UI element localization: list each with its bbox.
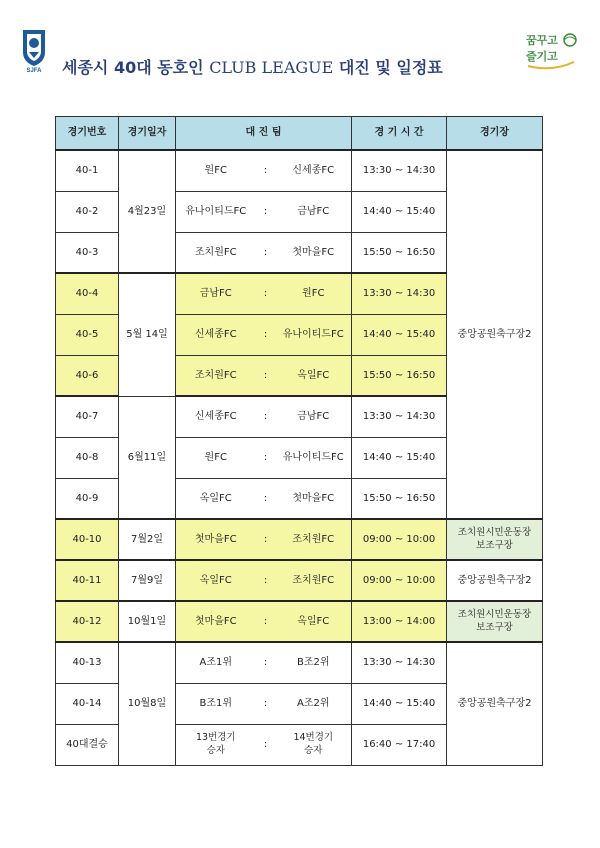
svg-text:꿈꾸고: 꿈꾸고 [526,34,558,47]
match-no: 40-10 [56,519,119,560]
match-no: 40-4 [56,273,119,314]
home-team: 신세종FC [176,396,256,437]
home-team: 원FC [176,150,256,191]
header-date: 경기일자 [119,117,176,151]
match-no: 40-5 [56,314,119,355]
title-en: CLUB LEAGUE [209,58,334,77]
away-team [276,724,352,765]
vs-separator: : [256,191,276,232]
away-team: 첫마을FC [276,232,352,273]
vs-separator: : [256,724,276,765]
slogan-logo [524,26,580,74]
match-time: 15:50 ~ 16:50 [352,355,447,396]
home-team-line-2: 승자 [206,744,225,756]
match-time: 13:30 ~ 14:30 [352,273,447,314]
away-team: 금남FC [276,191,352,232]
match-time: 16:40 ~ 17:40 [352,724,447,765]
home-team: 금남FC [176,273,256,314]
venue-line-2: 보조구장 [476,621,513,633]
match-time: 13:30 ~ 14:30 [352,642,447,683]
match-date: 10월8일 [119,642,176,765]
match-time: 14:40 ~ 15:40 [352,683,447,724]
header-time: 경 기 시 간 [352,117,447,151]
away-team: 조치원FC [276,560,352,601]
home-team: 조치원FC [176,232,256,273]
home-team: 옥일FC [176,560,256,601]
match-time: 09:00 ~ 10:00 [352,519,447,560]
match-venue: 중앙공원축구장2 [447,150,543,519]
match-no: 40-6 [56,355,119,396]
logo-org-text: SJFA [26,68,42,74]
away-team: 유나이티드FC [276,314,352,355]
venue-line-1: 조치원시민운동장 [457,526,532,538]
away-team: 유나이티드FC [276,437,352,478]
home-team: B조1위 [176,683,256,724]
vs-separator: : [256,519,276,560]
match-no: 40-11 [56,560,119,601]
match-no: 40-13 [56,642,119,683]
match-time: 13:30 ~ 14:30 [352,396,447,437]
match-date: 5월 14일 [119,273,176,396]
home-team: 첫마을FC [176,519,256,560]
home-team: 원FC [176,437,256,478]
home-team: 첫마을FC [176,601,256,642]
home-team: 조치원FC [176,355,256,396]
away-team: 원FC [276,273,352,314]
home-team: A조1위 [176,642,256,683]
match-venue: 중앙공원축구장2 [447,642,543,765]
home-team: 신세종FC [176,314,256,355]
match-time: 13:30 ~ 14:30 [352,150,447,191]
table-row [56,642,543,683]
vs-separator: : [256,150,276,191]
home-team: 옥일FC [176,478,256,519]
schedule-table [55,116,543,766]
vs-separator: : [256,355,276,396]
match-time: 15:50 ~ 16:50 [352,232,447,273]
match-no: 40대결승 [56,724,119,765]
shield-icon [20,28,48,68]
vs-separator: : [256,683,276,724]
away-team: 옥일FC [276,601,352,642]
match-date: 6월11일 [119,396,176,519]
match-no: 40-12 [56,601,119,642]
page-title [62,55,522,78]
vs-separator: : [256,437,276,478]
match-no: 40-9 [56,478,119,519]
match-no: 40-3 [56,232,119,273]
title-suffix: 대진 및 일정표 [338,58,443,77]
match-no: 40-8 [56,437,119,478]
table-row [56,601,543,642]
vs-separator: : [256,642,276,683]
match-venue [447,519,543,560]
svg-text:즐기고: 즐기고 [526,50,558,63]
away-team: B조2위 [276,642,352,683]
match-time: 15:50 ~ 16:50 [352,478,447,519]
match-time: 09:00 ~ 10:00 [352,560,447,601]
header-venue: 경기장 [447,117,543,151]
match-date: 4월23일 [119,150,176,273]
away-team: 금남FC [276,396,352,437]
away-team-line-1: 14번경기 [293,731,334,743]
home-team-line-1: 13번경기 [195,731,236,743]
venue-line-2: 보조구장 [476,539,513,551]
away-team: A조2위 [276,683,352,724]
vs-separator: : [256,478,276,519]
vs-separator: : [256,232,276,273]
vs-separator: : [256,314,276,355]
header-teams: 대 진 팀 [176,117,352,151]
match-no: 40-14 [56,683,119,724]
header-match-no: 경기번호 [56,117,119,151]
match-date: 10월1일 [119,601,176,642]
match-time: 14:40 ~ 15:40 [352,314,447,355]
away-team: 조치원FC [276,519,352,560]
away-team: 옥일FC [276,355,352,396]
vs-separator: : [256,601,276,642]
sjfa-logo [20,28,48,76]
table-row [56,560,543,601]
slogan-logo-icon [524,26,580,74]
match-no: 40-7 [56,396,119,437]
match-no: 40-1 [56,150,119,191]
match-time: 14:40 ~ 15:40 [352,191,447,232]
title-prefix: 세종시 40대 동호인 [62,58,204,77]
venue-line-1: 조치원시민운동장 [457,608,532,620]
away-team: 첫마을FC [276,478,352,519]
match-venue: 중앙공원축구장2 [447,560,543,601]
match-time: 13:00 ~ 14:00 [352,601,447,642]
match-time: 14:40 ~ 15:40 [352,437,447,478]
match-date: 7월2일 [119,519,176,560]
home-team: 유나이티드FC [176,191,256,232]
away-team: 신세종FC [276,150,352,191]
match-date: 7월9일 [119,560,176,601]
match-no: 40-2 [56,191,119,232]
home-team [176,724,256,765]
vs-separator: : [256,560,276,601]
table-row [56,150,543,191]
away-team-line-2: 승자 [304,744,323,756]
match-venue [447,601,543,642]
vs-separator: : [256,396,276,437]
table-header-row [56,117,543,151]
table-row [56,519,543,560]
vs-separator: : [256,273,276,314]
